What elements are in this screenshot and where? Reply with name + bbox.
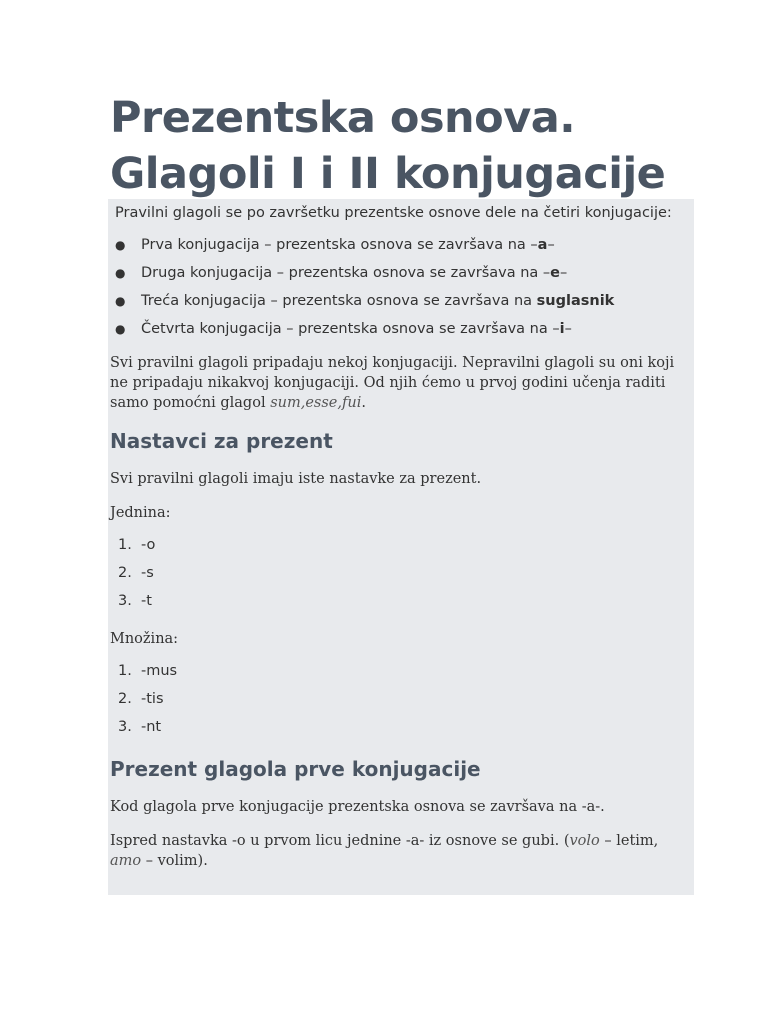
list-item bbox=[108, 531, 694, 559]
example-translation: – volim). bbox=[141, 853, 208, 869]
bullet-icon: ● bbox=[115, 322, 126, 336]
list-item bbox=[108, 315, 694, 343]
singular-label: Jednina: bbox=[110, 505, 171, 521]
list-item bbox=[108, 685, 694, 713]
paragraph-text: Ispred nastavka -o u prvom licu jednine -a- iz osnove se gubi. ( bbox=[110, 833, 570, 849]
section-paragraph: Kod glagola prve konjugacije prezentska osnova se završava na -a-. bbox=[110, 799, 605, 815]
plural-endings-list bbox=[108, 657, 694, 741]
list-item-mark: e bbox=[550, 265, 560, 281]
list-item bbox=[108, 287, 694, 315]
list-item bbox=[108, 587, 694, 615]
example-word: amo bbox=[110, 853, 142, 869]
ending-text: -s bbox=[141, 565, 154, 581]
verb-example: sum,esse,fui bbox=[270, 395, 362, 411]
bullet-icon: ● bbox=[115, 238, 126, 252]
list-item-end: – bbox=[560, 265, 568, 281]
ending-text: -t bbox=[141, 593, 152, 609]
item-number: 3. bbox=[118, 593, 132, 609]
paragraph-text: Svi pravilni glagoli pripadaju nekoj konjugaciji. Nepravilni glagoli su oni koji ne pripadaju nikakvoj konjugaciji. Od njih ćemo u prvoj godini učenja raditi samo pomoćni glagol bbox=[110, 355, 675, 411]
list-item-end: – bbox=[547, 237, 555, 253]
list-item bbox=[108, 559, 694, 587]
item-number: 2. bbox=[118, 565, 132, 581]
plural-label: Množina: bbox=[110, 631, 179, 647]
item-number: 1. bbox=[118, 663, 132, 679]
section-heading-prezent: Prezent glagola prve konjugacije bbox=[110, 757, 481, 781]
example-word: volo bbox=[569, 833, 600, 849]
list-item bbox=[108, 657, 694, 685]
section-paragraph: Svi pravilni glagoli imaju iste nastavke za prezent. bbox=[110, 471, 482, 487]
list-item-text: Druga konjugacija – prezentska osnova se završava na – bbox=[141, 265, 551, 281]
item-number: 2. bbox=[118, 691, 132, 707]
page-title: Prezentska osnova. Glagoli I i II konjugacije bbox=[110, 93, 666, 199]
list-item bbox=[108, 259, 694, 287]
ending-text: -o bbox=[141, 537, 156, 553]
list-item bbox=[108, 713, 694, 741]
singular-endings-list bbox=[108, 531, 694, 615]
item-number: 1. bbox=[118, 537, 132, 553]
content-block bbox=[108, 199, 694, 895]
example-translation: – letim, bbox=[599, 833, 659, 849]
list-item bbox=[108, 231, 694, 259]
body-paragraph bbox=[108, 353, 694, 413]
list-item-mark: i bbox=[559, 321, 565, 337]
list-item-mark: a bbox=[537, 237, 548, 253]
ending-text: -tis bbox=[141, 691, 164, 707]
list-item-text: Prva konjugacija – prezentska osnova se završava na – bbox=[141, 237, 538, 253]
bullet-icon: ● bbox=[115, 294, 126, 308]
list-item-text: Treća konjugacija – prezentska osnova se završava na bbox=[141, 293, 537, 309]
item-number: 3. bbox=[118, 719, 132, 735]
intro-paragraph: Pravilni glagoli se po završetku prezentske osnove dele na četiri konjugacije: bbox=[115, 205, 672, 221]
conjugation-list bbox=[108, 231, 694, 343]
paragraph-end: . bbox=[361, 395, 366, 411]
ending-text: -mus bbox=[141, 663, 178, 679]
bullet-icon: ● bbox=[115, 266, 126, 280]
ending-text: -nt bbox=[141, 719, 162, 735]
section-heading-nastavci: Nastavci za prezent bbox=[110, 429, 333, 453]
list-item-end: – bbox=[564, 321, 572, 337]
list-item-mark: suglasnik bbox=[536, 293, 615, 309]
section-paragraph bbox=[108, 831, 694, 871]
list-item-text: Četvrta konjugacija – prezentska osnova se završava na – bbox=[141, 321, 560, 337]
